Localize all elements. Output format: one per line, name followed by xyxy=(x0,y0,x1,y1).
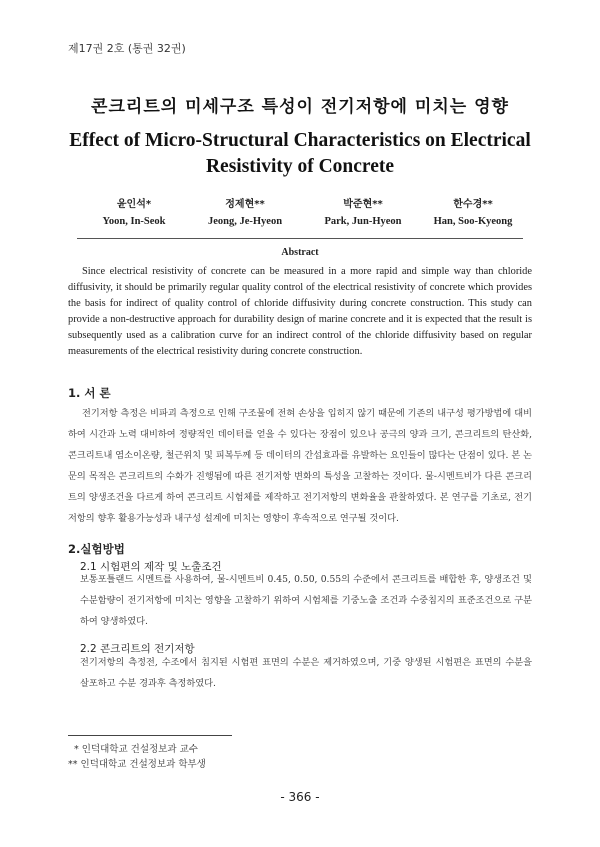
abstract-text: Since electrical resistivity of concrete can be measured in a more rapid and simple way than chloride diffusivity, it should be primarily regular quality control of the electrical resistivity of concrete which provides the basis for indirect of quality control of chloride diffusivity during concrete construction. This study can provide a non-destructive approach for durability design of marine concrete and it is expected that the result is subsequently used as a calibration curve for an indirect control of the chloride diffusivity based on regular measurements of the electrical resistivity during concrete construction. xyxy=(68,266,532,357)
author-4-name-ko: 한수경** xyxy=(453,199,493,210)
footnote-divider xyxy=(68,735,232,736)
title-english: Effect of Micro-Structural Characteristics on Electrical Resistivity of Concrete xyxy=(69,130,531,177)
section-2-2-text: 전기저항의 측정전, 수조에서 침지된 시험편 표면의 수분은 제거하였으며, 기중 양생된 시험편은 표면의 수분을 살포하고 수분 경과후 측정하였다. xyxy=(80,657,532,689)
author-2-name-ko: 정제현** xyxy=(225,199,265,210)
title-divider xyxy=(77,238,523,239)
author-2-name-en: Jeong, Je-Hyeon xyxy=(207,216,283,227)
section-2-1-text: 보통포틀랜드 시멘트를 사용하여, 물-시멘트비 0.45, 0.50, 0.55의 수준에서 콘크리트를 배합한 후, 양생조건 및 수분함량이 전기저항에 미치는 영향을 고찰하기 위하여 시험체를 기중노출 조건과 수중침지의 표준조건으로 구분하여 양생하였다. xyxy=(80,574,532,627)
journal-info: 제17권 2호 (통권 32권) xyxy=(68,42,186,55)
section-2-2-heading: 2.2 콘크리트의 전기저항 xyxy=(80,643,195,655)
page-number: - 366 - xyxy=(280,790,320,804)
author-4-name-en: Han, Soo-Kyeong xyxy=(433,216,513,227)
footnote-2: ** 인덕대학교 건설정보과 학부생 xyxy=(68,759,206,770)
footnote-1: * 인덕대학교 건설정보과 교수 xyxy=(74,744,198,755)
author-3-name-ko: 박준현** xyxy=(343,199,383,210)
title-korean: 콘크리트의 미세구조 특성이 전기저항에 미치는 영향 xyxy=(91,97,509,117)
abstract-heading: Abstract xyxy=(281,247,319,258)
author-4 xyxy=(403,196,543,230)
author-1-name-en: Yoon, In-Seok xyxy=(102,216,166,227)
section-1-text: 전기저항 측정은 비파괴 측정으로 인해 구조물에 전혀 손상을 입히지 않기 때문에 기존의 내구성 평가방법에 대비하여 시간과 노력 대비하여 정량적인 데이터를 얻을 수 있다는 장점이 있으나 공극의 양과 크기, 콘크리트의 탄산화, 콘크리트내 염소이온량, 철근위치 및 피복두께 등 데이터의 간섭효과를 유발하는 요인들이 많다는 단점이 있다. 본 논문의 목적은 콘크리트의 수화가 진행됨에 따른 전기저항 변화의 특성을 고찰하는 것이다. 물-시멘트비가 다른 콘크리트의 양생조건을 다르게 하여 콘크리트 시험체를 제작하고 전기저항의 변화율을 관찰하였다. 본 연구를 기초로, 전기저항의 향후 활용가능성과 내구성 설계에 미치는 영향이 후속적으로 연구될 것이다. xyxy=(68,408,532,524)
section-2-1-heading: 2.1 시험편의 제작 및 노출조건 xyxy=(80,561,222,573)
section-1-heading: 1. 서 론 xyxy=(68,386,111,400)
author-1-name-ko: 윤인석* xyxy=(116,199,152,210)
author-3-name-en: Park, Jun-Hyeon xyxy=(324,216,402,227)
section-2-heading: 2.실험방법 xyxy=(68,542,125,556)
